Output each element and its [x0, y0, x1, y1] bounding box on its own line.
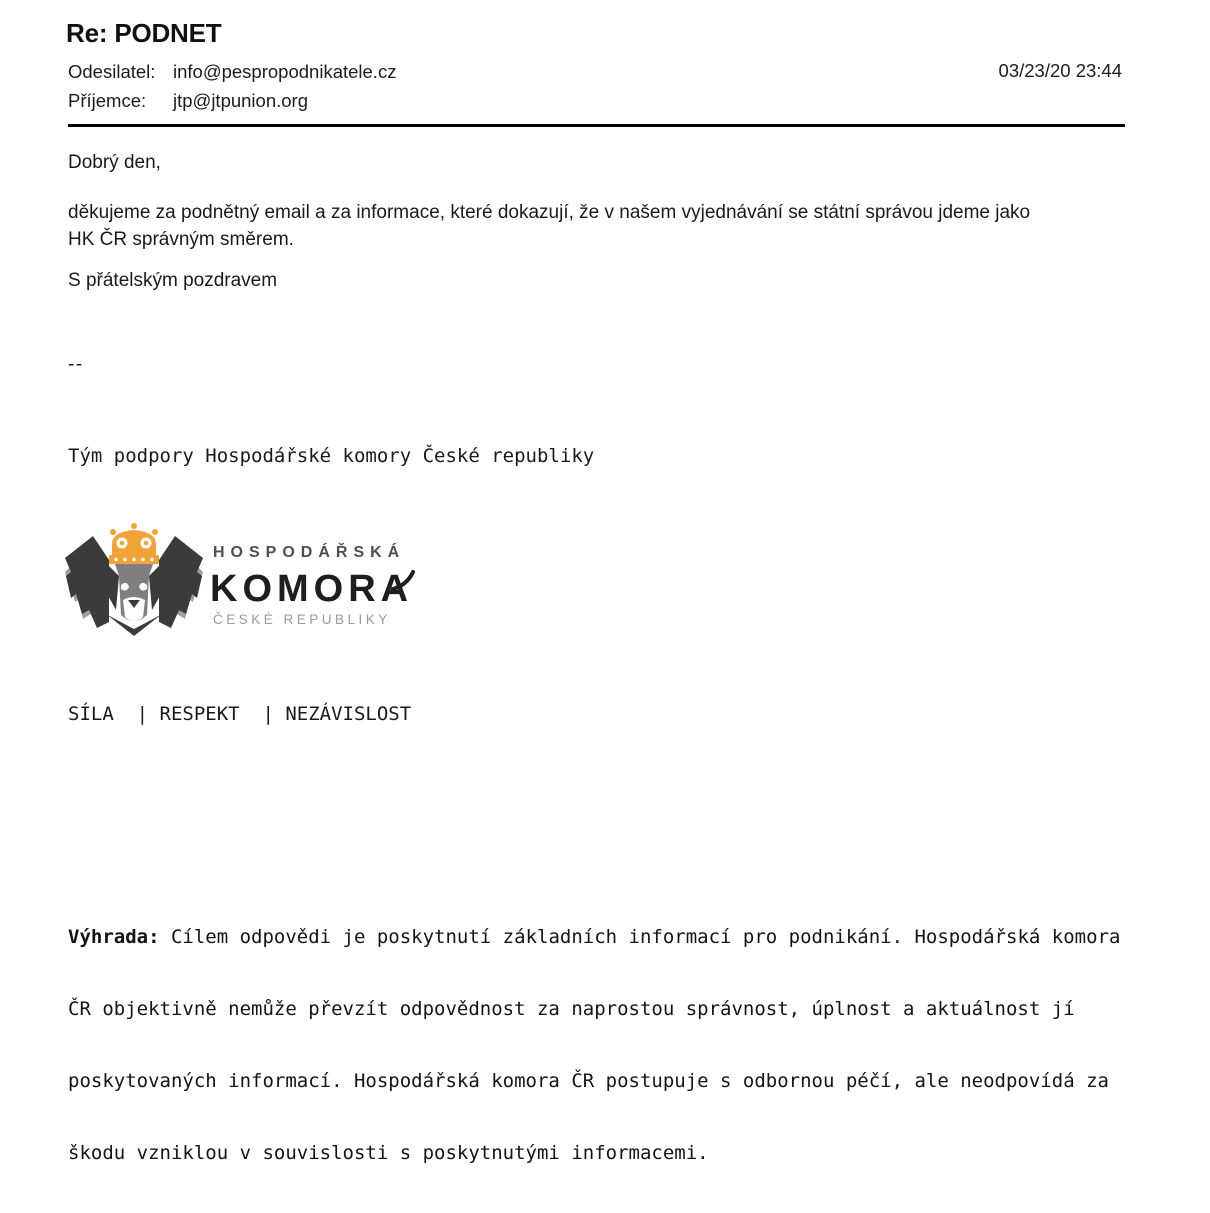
- closing-text: S přátelským pozdravem: [68, 270, 278, 291]
- logo-text-komora: KOMORA: [210, 568, 414, 610]
- signature-separator: --: [68, 354, 84, 375]
- email-header-meta: [68, 57, 396, 115]
- hk-cr-logo: [63, 522, 418, 638]
- sender-label: Odesilatel:: [68, 61, 156, 82]
- wing-left-icon: [65, 536, 109, 628]
- logo-text-hospodarska: HOSPODÁŘSKÁ: [213, 544, 406, 561]
- disclaimer-line: poskytovaných informací. Hospodářská komora ČR postupuje s odbornou péčí, ale neodpovídá za: [68, 1070, 1109, 1092]
- disclaimer-line: [68, 925, 1120, 949]
- wing-right-icon: [159, 536, 203, 628]
- recipient-address: jtp@jtpunion.org: [173, 90, 309, 111]
- email-date: 03/23/20 23:44: [998, 60, 1122, 81]
- disclaimer: [68, 877, 1120, 1213]
- header-divider: [68, 124, 1125, 127]
- sender-row: [68, 57, 396, 86]
- recipient-row: [68, 86, 396, 115]
- disclaimer-line: ČR objektivně nemůže převzít odpovědnost za naprostou správnost, úplnost a aktuálnost jí: [68, 998, 1075, 1020]
- email-subject: Re: PODNET: [66, 18, 222, 48]
- body-paragraph-line: HK ČR správným směrem.: [68, 229, 294, 250]
- signature-motto: SÍLA | RESPEKT | NEZÁVISLOST: [68, 703, 412, 725]
- sender-address: info@pespropodnikatele.cz: [173, 61, 397, 82]
- disclaimer-label: Výhrada:: [68, 926, 160, 948]
- lion-face-icon: [106, 564, 162, 636]
- signature-team-line: Tým podpory Hospodářské komory České republiky: [68, 445, 595, 467]
- body-paragraph: [68, 199, 1030, 253]
- disclaimer-text: Cílem odpovědi je poskytnutí základních informací pro podnikání. Hospodářská komora: [159, 926, 1121, 948]
- greeting-text: Dobrý den,: [68, 152, 161, 173]
- logo-text-ceske-republiky: ČESKÉ REPUBLIKY: [213, 612, 391, 627]
- recipient-label: Příjemce:: [68, 90, 147, 111]
- body-paragraph-line: děkujeme za podnětný email a za informace, které dokazují, že v našem vyjednávání se státní správou jdeme jako: [68, 202, 1031, 223]
- disclaimer-line: škodu vzniklou v souvislosti s poskytnutými informacemi.: [68, 1142, 709, 1164]
